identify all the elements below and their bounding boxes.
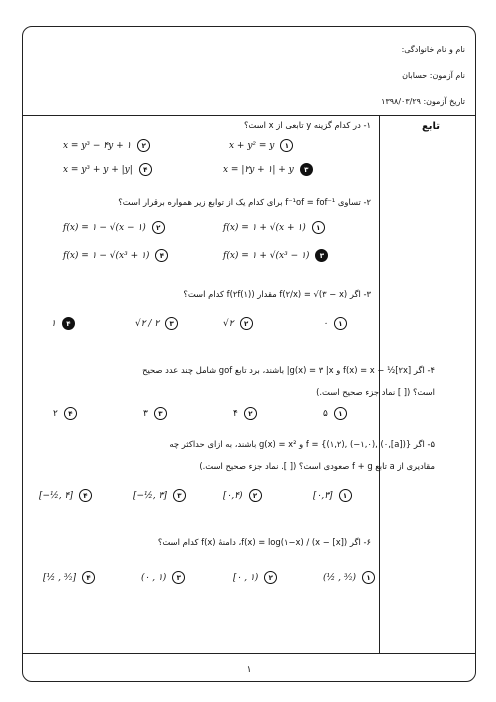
topic-column-divider xyxy=(379,115,380,653)
q5-option-3-text: [−½, ۳] xyxy=(133,490,167,501)
page-number: ۱ xyxy=(246,665,252,675)
option-number-icon: ۴ xyxy=(62,317,75,330)
option-number-icon: ۴ xyxy=(139,163,152,176)
q1-option-3[interactable] xyxy=(223,163,313,176)
option-number-icon: ۴ xyxy=(155,249,168,262)
q1-option-1-text: x + y² = y xyxy=(229,140,275,151)
q3-option-2-text: √۲ xyxy=(223,318,234,329)
option-number-icon: ۲ xyxy=(264,571,277,584)
option-number-icon: ۴ xyxy=(79,489,92,502)
q5-option-4-text: [−½, ۴] xyxy=(39,490,73,501)
q2-option-3[interactable] xyxy=(223,249,328,262)
q1-option-1[interactable] xyxy=(229,139,293,152)
q4-option-4[interactable] xyxy=(53,407,77,420)
q6-option-1-text: (½ , ³⁄₂) xyxy=(323,572,357,583)
q4-option-3[interactable] xyxy=(143,407,167,420)
q5-option-1[interactable] xyxy=(313,489,352,502)
option-number-icon: ۳ xyxy=(165,317,178,330)
option-number-icon: ۳ xyxy=(300,163,313,176)
q2-option-2[interactable] xyxy=(63,221,165,234)
q6-option-3[interactable] xyxy=(141,571,185,584)
option-number-icon: ۳ xyxy=(173,489,186,502)
q1-option-3-text: x = |۲y + ۱| + y xyxy=(223,164,294,175)
option-number-icon: ۴ xyxy=(64,407,77,420)
option-number-icon: ۳ xyxy=(172,571,185,584)
option-number-icon: ۳ xyxy=(154,407,167,420)
q4-option-2-text: ۴ xyxy=(233,408,238,419)
option-number-icon: ۱ xyxy=(362,571,375,584)
q3-option-4[interactable] xyxy=(51,317,75,330)
option-number-icon: ۲ xyxy=(137,139,150,152)
q3-option-1-text: ۰ xyxy=(323,318,328,329)
exam-title-label: نام آزمون: حسابان xyxy=(402,71,465,80)
question-6-stem: ۶- اگر f(x) = log(۱−x) / (x − [x])، دامنهٔ f(x) کدام است؟ xyxy=(157,537,371,547)
q1-option-4[interactable] xyxy=(63,163,152,176)
option-number-icon: ۲ xyxy=(152,221,165,234)
q3-option-2[interactable] xyxy=(223,317,253,330)
q5-option-1-text: [۰,۳] xyxy=(313,490,333,501)
q5-option-2-text: [۰,۴) xyxy=(223,490,243,501)
q6-option-2-text: [۰ , ۱) xyxy=(233,572,259,583)
q2-option-1-text: f(x) = ۱ + √(x + ۱) xyxy=(223,222,306,233)
q1-option-2-text: x = y³ − ۴y + ۱ xyxy=(63,140,132,151)
q4-option-2[interactable] xyxy=(233,407,257,420)
q1-option-4-text: x = y³ + y + |y| xyxy=(63,164,133,175)
exam-date-label: تاریخ آزمون: ۱۳۹۸/۰۳/۲۹ xyxy=(381,97,465,106)
header-divider xyxy=(23,115,475,116)
q3-option-1[interactable] xyxy=(323,317,347,330)
question-1-stem: ۱- در کدام گزینه y تابعی از x است؟ xyxy=(243,120,371,130)
q4-option-1-text: ۵ xyxy=(323,408,328,419)
q3-option-3-text: √۲ / ۲ xyxy=(135,318,160,329)
option-number-icon: ۲ xyxy=(244,407,257,420)
q4-option-1[interactable] xyxy=(323,407,347,420)
q6-option-4-text: [½ , ³⁄₂] xyxy=(43,572,77,583)
option-number-icon: ۱ xyxy=(280,139,293,152)
question-5-stem-line-2: مقادیری از a تابع f + g صعودی است؟ ([ ]. نماد جزء صحیح است.) xyxy=(199,461,435,471)
topic-label: تابع xyxy=(421,121,441,132)
q2-option-4[interactable] xyxy=(63,249,168,262)
q2-option-4-text: f(x) = ۱ − √(x³ + ۱) xyxy=(63,250,150,261)
option-number-icon: ۱ xyxy=(334,317,347,330)
q3-option-4-text: ۱ xyxy=(51,318,56,329)
q1-option-2[interactable] xyxy=(63,139,150,152)
q6-option-2[interactable] xyxy=(233,571,277,584)
q4-option-4-text: ۲ xyxy=(53,408,58,419)
footer-divider xyxy=(23,653,475,654)
exam-sheet xyxy=(22,26,476,682)
q6-option-4[interactable] xyxy=(43,571,95,584)
question-2-stem: ۲- تساوی f⁻¹of = fof⁻¹ برای کدام یک از توابع زیر همواره برقرار است؟ xyxy=(118,197,371,207)
q3-option-3[interactable] xyxy=(135,317,178,330)
option-number-icon: ۳ xyxy=(315,249,328,262)
q6-option-3-text: (۰ , ۱) xyxy=(141,572,167,583)
option-number-icon: ۲ xyxy=(249,489,262,502)
q2-option-2-text: f(x) = ۱ − √(x − ۱) xyxy=(63,222,146,233)
question-4-stem-line-1: ۴- اگر f(x) = x − ½[۲x] و g(x) = ۳ |x| باشند، برد تابع gof شامل چند عدد صحیح xyxy=(142,365,435,375)
q4-option-3-text: ۳ xyxy=(143,408,148,419)
question-4-stem-line-2: است؟ ([ ] نماد جزء صحیح است.) xyxy=(316,387,435,397)
option-number-icon: ۲ xyxy=(240,317,253,330)
q5-option-4[interactable] xyxy=(39,489,92,502)
q5-option-2[interactable] xyxy=(223,489,262,502)
question-3-stem: ۳- اگر f(۲/x) = √(۳ − x) مقدار f(۲f(۱)) کدام است؟ xyxy=(183,289,371,299)
q2-option-1[interactable] xyxy=(223,221,325,234)
option-number-icon: ۱ xyxy=(339,489,352,502)
option-number-icon: ۱ xyxy=(334,407,347,420)
q5-option-3[interactable] xyxy=(133,489,186,502)
option-number-icon: ۱ xyxy=(312,221,325,234)
question-5-stem-line-1: ۵- اگر f = {(۱,۲), (−۱,۰), (۰,[a])} و g(x) = x² باشند، به ازای حداکثر چه xyxy=(169,439,435,449)
q6-option-1[interactable] xyxy=(323,571,375,584)
q2-option-3-text: f(x) = ۱ + √(x³ − ۱) xyxy=(223,250,310,261)
student-name-label: نام و نام خانوادگی: xyxy=(401,45,465,54)
option-number-icon: ۴ xyxy=(82,571,95,584)
